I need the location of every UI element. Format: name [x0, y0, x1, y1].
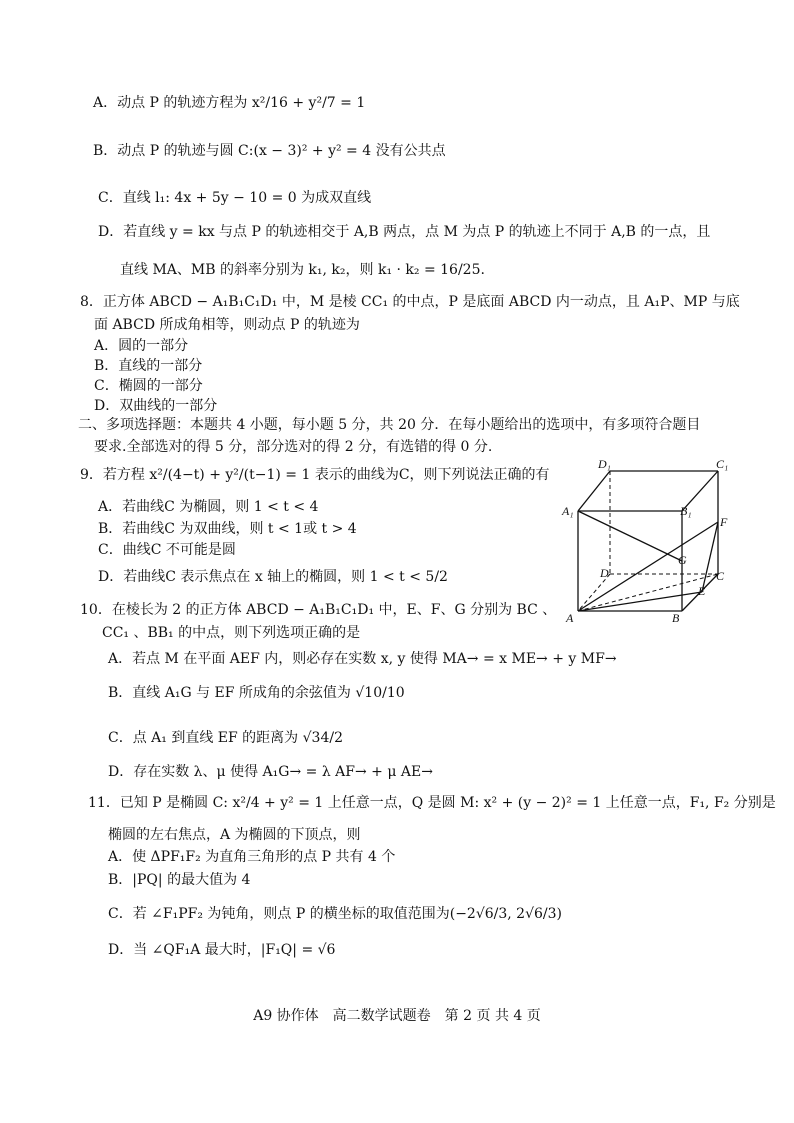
label-d: D — [600, 566, 609, 580]
cube-figure — [560, 456, 740, 631]
q11-option-b: B．|PQ| 的最大值为 4 — [108, 872, 251, 888]
section-2-heading-line2: 要求.全部选对的得 5 分，部分选对的得 2 分，有选错的得 0 分. — [94, 439, 493, 455]
segment-a1-g — [578, 511, 682, 561]
q10-option-b: B．直线 A₁G 与 EF 所成角的余弦值为 √10/10 — [108, 685, 405, 701]
q8-stem-line2: 面 ABCD 所成角相等，则动点 P 的轨迹为 — [94, 317, 360, 333]
label-b: B — [672, 611, 680, 625]
segment-a-f — [578, 522, 718, 611]
section-2-heading-line1: 二、多项选择题：本题共 4 小题，每小题 5 分，共 20 分．在每小题给出的选项中，有多项符合题目 — [78, 417, 701, 433]
label-c: C — [716, 569, 725, 583]
q7-option-d-line1: D．若直线 y = kx 与点 P 的轨迹相交于 A,B 两点，点 M 为点 P 的轨迹上不同于 A,B 的一点，且 — [98, 224, 711, 240]
q8-option-a: A．圆的一部分 — [94, 338, 189, 354]
q9-option-d: D．若曲线C 表示焦点在 x 轴上的椭圆，则 1 < t < 5/2 — [98, 569, 448, 585]
q11-stem-line2: 椭圆的左右焦点，A 为椭圆的下顶点，则 — [108, 827, 361, 843]
q8-option-b: B．直线的一部分 — [94, 358, 203, 374]
q11-option-d: D．当 ∠QF₁A 最大时，|F₁Q| = √6 — [108, 942, 336, 958]
label-a1: A₁ — [562, 504, 574, 518]
q7-option-b: B．动点 P 的轨迹与圆 C:(x − 3)² + y² = 4 没有公共点 — [93, 143, 446, 159]
edge-d1-a1 — [578, 471, 610, 511]
q9-stem: 9．若方程 x²/(4−t) + y²/(t−1) = 1 表示的曲线为C，则下列说法正确的有 — [80, 467, 550, 483]
label-e: E — [698, 584, 706, 598]
q9-option-b: B．若曲线C 为双曲线，则 t < 1或 t > 4 — [98, 521, 357, 537]
q11-option-c: C．若 ∠F₁PF₂ 为钝角，则点 P 的横坐标的取值范围为(−2√6/3, 2√6/3) — [108, 906, 563, 922]
label-c1: C₁ — [716, 457, 729, 471]
q10-option-c: C．点 A₁ 到直线 EF 的距离为 √34/2 — [108, 730, 343, 746]
q7-option-a: A．动点 P 的轨迹方程为 x²/16 + y²/7 = 1 — [93, 95, 366, 111]
page-footer: A9 协作体 高二数学试题卷 第 2 页 共 4 页 — [253, 1008, 541, 1024]
q8-option-d: D．双曲线的一部分 — [94, 398, 218, 414]
label-f: F — [720, 515, 728, 529]
q10-stem-line2: CC₁ 、BB₁ 的中点，则下列选项正确的是 — [102, 625, 361, 641]
label-b1: B₁ — [680, 504, 692, 518]
q11-option-a: A．使 ΔPF₁F₂ 为直角三角形的点 P 共有 4 个 — [108, 849, 396, 865]
q10-option-d: D．存在实数 λ、μ 使得 A₁G→ = λ AF→ + μ AE→ — [108, 764, 433, 780]
q10-option-a: A．若点 M 在平面 AEF 内，则必存在实数 x, y 使得 MA→ = x ME→ + y MF→ — [108, 651, 617, 667]
q11-stem-line1: 11．已知 P 是椭圆 C: x²/4 + y² = 1 上任意一点，Q 是圆 M: x² + (y − 2)² = 1 上任意一点，F₁, F₂ 分别是 — [88, 795, 776, 811]
label-a: A — [566, 611, 574, 625]
q8-option-c: C．椭圆的一部分 — [94, 378, 203, 394]
q7-option-c: C．直线 l₁: 4x + 5y − 10 = 0 为成双直线 — [98, 190, 372, 206]
q10-stem-line1: 10．在棱长为 2 的正方体 ABCD − A₁B₁C₁D₁ 中，E、F、G 分别为 BC 、 — [80, 602, 557, 618]
q9-option-a: A．若曲线C 为椭圆，则 1 < t < 4 — [98, 499, 319, 515]
q8-stem-line1: 8．正方体 ABCD − A₁B₁C₁D₁ 中，M 是棱 CC₁ 的中点，P 是底面 ABCD 内一动点，且 A₁P、MP 与底 — [80, 294, 740, 310]
q7-option-d-line2: 直线 MA、MB 的斜率分别为 k₁, k₂，则 k₁ · k₂ = 16/25. — [120, 262, 485, 278]
label-d1: D₁ — [598, 457, 611, 471]
q9-option-c: C．曲线C 不可能是圆 — [98, 542, 236, 558]
label-g: G — [678, 553, 687, 567]
